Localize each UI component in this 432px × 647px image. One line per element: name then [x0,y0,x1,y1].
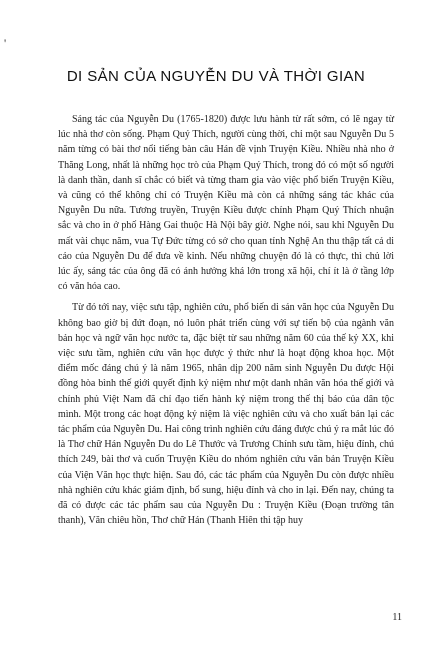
page-number: 11 [392,612,402,623]
margin-mark: ' [4,36,7,50]
chapter-title: DI SẢN CỦA NGUYỄN DU VÀ THỜI GIAN [66,68,366,85]
body-text [58,112,394,534]
paragraph-2: Từ đó tới nay, việc sưu tập, nghiên cứu, phổ biến di sản văn học của Nguyễn Du không bao giờ bị đứt đoạn, nó luôn phát triển cùng với sự tiến bộ của ngành văn bản học và ngữ văn học nước ta, đặc biệt từ sau những năm 60 của thế kỷ XX, khi việc sưu tầm, nghiên cứu văn học được ý thức như là hoạt động khoa học. Một điểm mốc đáng chú ý là năm 1965, nhân dịp 200 năm sinh Nguyễn Du được Hội đồng hòa bình thế giới quyết định kỷ niệm như một danh nhân văn hóa thế giới và chính phủ Việt Nam đã chỉ đạo tiến hành kỷ niệm trong thế thị báo của dân tộc mình. Một trong các hoạt động kỷ niệm là việc nghiên cứu và cho xuất bản lại các tác phẩm của Nguyễn Du. Hai công trình nghiên cứu đáng được chú ý ra mắt lúc đó là Thơ chữ Hán Nguyễn Du do Lê Thước và Trương Chính sưu tầm, hiệu đính, chú thích 249, bài thơ và cuốn Truyện Kiều do nhóm nghiên cứu văn bản Truyện Kiều của Viện Văn học thực hiện. Sau đó, các tác phẩm của Nguyễn Du còn được nhiều nhà nghiên cứu khác giám định, bổ sung, hiệu đính và cho in lại. Đến nay, chúng ta đã có được các tác phẩm sau của Nguyễn Du : Truyện Kiều (Đoạn trường tân thanh), Văn chiêu hồn, Thơ chữ Hán (Thanh Hiên thi tập huy [58,302,394,527]
paragraph-1: Sáng tác của Nguyễn Du (1765-1820) được lưu hành từ rất sớm, có lẽ ngay từ lúc nhà thơ còn sống. Phạm Quý Thích, người cùng thời, chỉ một sau Nguyễn Du 5 năm từng có bài thơ nổi tiếng bàn câu Hán đề vịnh Truyện Kiều. Nhiều nhà nho ở Thăng Long, nhất là những học trò của Phạm Quý Thích, trong đó có một số người là danh thần, danh sĩ chắc có biết và từng tham gia vào việc phổ biến Truyện Kiều, và cũng có thể không chỉ có Truyện Kiều mà còn cả những sáng tác khác của Nguyễn Du nữa. Tương truyền, Truyện Kiều được chính Phạm Quý Thích nhuận sắc và cho in ở phố Hàng Gai thuộc Hà Nội bây giờ. Nghe nói, sau khi Nguyễn Du mất vài chục năm, vua Tự Đức từng có sở cho quan tỉnh Nghệ An thu thập tất cả di cảo của Nguyễn Du để đưa về kinh. Nếu những chuyện đó là có thực, thì chủ lời lúc ấy, sáng tác của ông đã có ảnh hưởng khá lớn trong xã hội, chí ít là ở tầng lớp có văn hóa cao. [58,114,394,293]
